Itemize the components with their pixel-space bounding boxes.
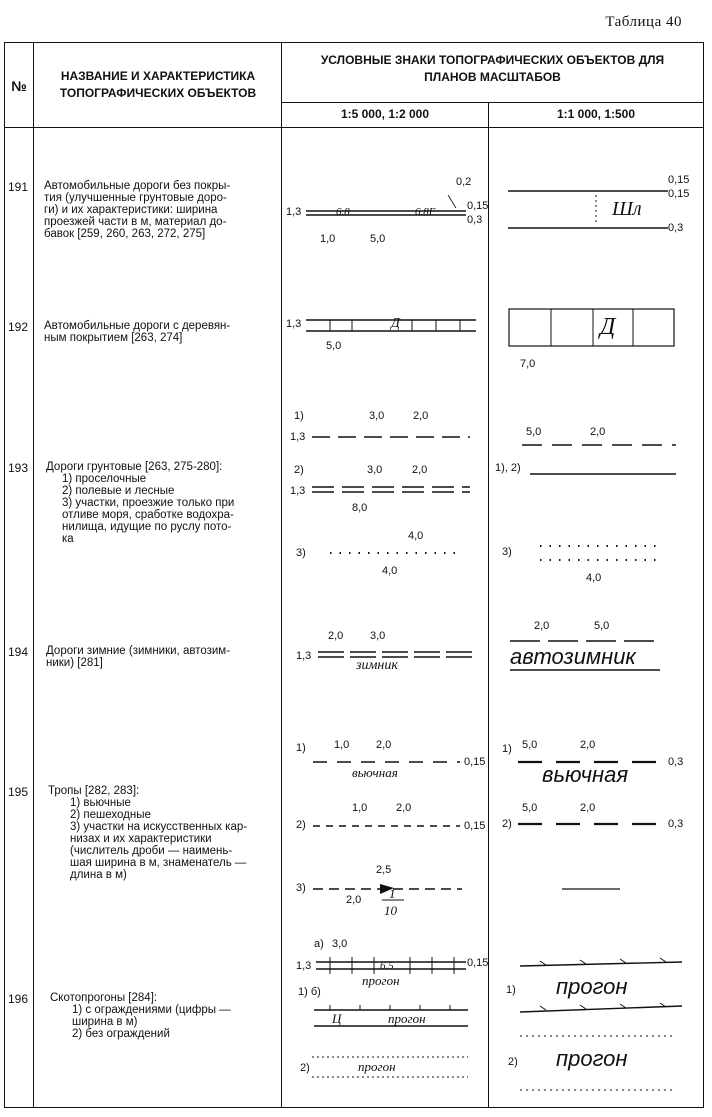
header-scale-large: 1:5 000, 1:2 000 [340,107,430,121]
sign-text: прогон [556,1046,628,1071]
table-caption: Таблица 40 [605,14,682,30]
sign-label: 0,3 [668,756,684,768]
leader-line [448,195,456,208]
sign-label: 0,2 [456,176,472,188]
header-name-column: НАЗВАНИЕ И ХАРАКТЕРИСТИКА ТОПОГРАФИЧЕСКИХ ОБЪЕКТОВ [59,69,257,100]
desc-line: бавок [259, 260, 263, 272, 275] [44,228,206,240]
sign-text: автозимник [510,644,636,669]
sign-label: 2,5 [376,864,392,876]
desc-line: Дороги грунтовые [263, 275-280]: [46,461,223,473]
sign-text: прогон [362,973,400,988]
sign-text: Д [391,316,400,331]
sign-label: 1,3 [286,318,302,330]
desc-line: ники) [281] [46,657,103,669]
desc-line: Автомобильные дороги с деревян- [44,320,231,332]
sign-label: 6.8 [336,206,350,218]
sign-label: 1,3 [290,431,306,443]
sign-label: 0,3 [467,214,483,226]
sign-text: Шл [612,198,642,220]
sign-label: 1,3 [296,650,312,662]
sign-label: 3,0 [367,464,383,476]
row-number: 194 [8,645,29,659]
desc-line: проезжей части в м, материал до- [44,216,227,228]
sign-label: 1) [506,984,516,996]
sign-label: 1,3 [290,485,306,497]
desc-line: длина в м) [70,869,127,881]
sign-label: 5,0 [594,620,610,632]
desc-line: 1) вьючные [70,797,131,809]
road-box [509,309,674,346]
desc-line: (числитель дроби — наимень- [70,845,233,857]
sign-text: Д [600,314,616,340]
sign-label: 4,0 [586,572,602,584]
sign-label: 3,0 [369,410,385,422]
header-scale-small: 1:1 000, 1:500 [556,107,636,121]
sign-label: 2) [296,819,306,831]
sign-label: 2) [508,1056,518,1068]
desc-line: ка [62,533,74,545]
sign-label: 8,0 [352,502,368,514]
sign-label: а) [314,938,324,950]
sign-label: 7,0 [520,358,536,370]
sign-label: 2) [300,1062,310,1074]
header-signs-column: УСЛОВНЫЕ ЗНАКИ ТОПОГРАФИЧЕСКИХ ОБЪЕКТОВ ДЛЯ ПЛАНОВ МАСШТАБОВ [320,53,665,84]
sign-label: 5,0 [370,233,386,245]
desc-line: Скотопрогоны [284]: [50,992,158,1004]
sign-label: 2) [502,818,512,830]
sign-label: 2,0 [413,410,429,422]
desc-line: ным покрытием [263, 274] [44,332,183,344]
fraction-numerator: 1 [389,886,396,901]
sign-label: 1), 2) [495,462,521,474]
sign-label: 1,3 [296,960,312,972]
desc-line: 1) проселочные [62,473,147,485]
sign-label: 5,0 [522,802,538,814]
sign-label: 4,0 [408,530,424,542]
sign-label: 1,3 [286,206,302,218]
desc-line: низах и их характеристики [70,833,212,845]
sign-label: 0,3 [668,818,684,830]
sign-label: 1,0 [334,739,350,751]
sign-label: 0,15 [467,957,489,969]
sign-label: 3) [502,546,512,558]
sign-label: 3,0 [332,938,348,950]
desc-line: Тропы [282, 283]: [48,785,140,797]
desc-line: шая ширина в м, знаменатель — [70,857,247,869]
desc-line: ги) и их характеристики: ширина [44,204,218,216]
sign-label: 6.5 [380,960,394,972]
sign-label: 2,0 [412,464,428,476]
desc-line: 3) участки, проезжие только при [62,497,235,509]
sign-label: 6.8Г [415,206,436,218]
row-number: 196 [8,992,29,1006]
desc-line: отливе моря, сработке водохра- [62,509,234,521]
sign-label: 2,0 [396,802,412,814]
sign-label: 3) [296,547,306,559]
desc-line: ширина в м) [72,1016,138,1028]
sign-text: вьючная [542,762,629,787]
sign-label: 3) [296,882,306,894]
sign-label: 2,0 [376,739,392,751]
sign-label: 1) [296,742,306,754]
sign-label: 2,0 [534,620,550,632]
sign-label: 1,0 [320,233,336,245]
sign-label: 1) [502,743,512,755]
sign-label: 4,0 [382,565,398,577]
sign-label: 5,0 [522,739,538,751]
header-number: № [11,78,27,94]
desc-line: 1) с ограждениями (цифры — [72,1004,231,1016]
sign-label: 0,15 [464,756,486,768]
desc-line: 2) пешеходные [70,809,151,821]
desc-line: 2) полевые и лесные [62,485,175,497]
desc-line: Автомобильные дороги без покры- [44,180,231,192]
sign-label: 5,0 [526,426,542,438]
desc-line: тия (улучшенные грунтовые доро- [44,192,227,204]
desc-line: 2) без ограждений [72,1028,170,1040]
sign-label: 2,0 [580,802,596,814]
sign-label: 2,0 [328,630,344,642]
sign-label: 2) [294,464,304,476]
sign-label: 0,3 [668,222,684,234]
sign-label: 1) б) [298,986,321,998]
sign-label: 2,0 [346,894,362,906]
sign-text: Ц [332,1011,342,1026]
sign-label: 3,0 [370,630,386,642]
row-number: 195 [8,785,29,799]
sign-label: 1) [294,410,304,422]
fraction-denominator: 10 [384,903,397,918]
sign-text: вьючная [352,765,398,780]
sign-label: 1,0 [352,802,368,814]
row-number: 192 [8,320,29,334]
desc-line: нилища, идущие по руслу пото- [62,521,232,533]
sign-label: 0,15 [668,188,690,200]
sign-text: зимник [356,658,398,673]
sign-label: 5,0 [326,340,342,352]
sign-label: 0,15 [464,820,486,832]
sign-text: прогон [388,1011,426,1026]
sign-text: прогон [358,1059,396,1074]
row-number: 191 [8,180,29,194]
desc-line: Дороги зимние (зимники, автозим- [46,645,231,657]
sign-label: 2,0 [590,426,606,438]
row-number: 193 [8,461,29,475]
sign-label: 2,0 [580,739,596,751]
desc-line: 3) участки на искусственных кар- [70,821,248,833]
sign-label: 0,15 [467,200,489,212]
sign-text: прогон [556,974,628,999]
sign-label: 0,15 [668,174,690,186]
